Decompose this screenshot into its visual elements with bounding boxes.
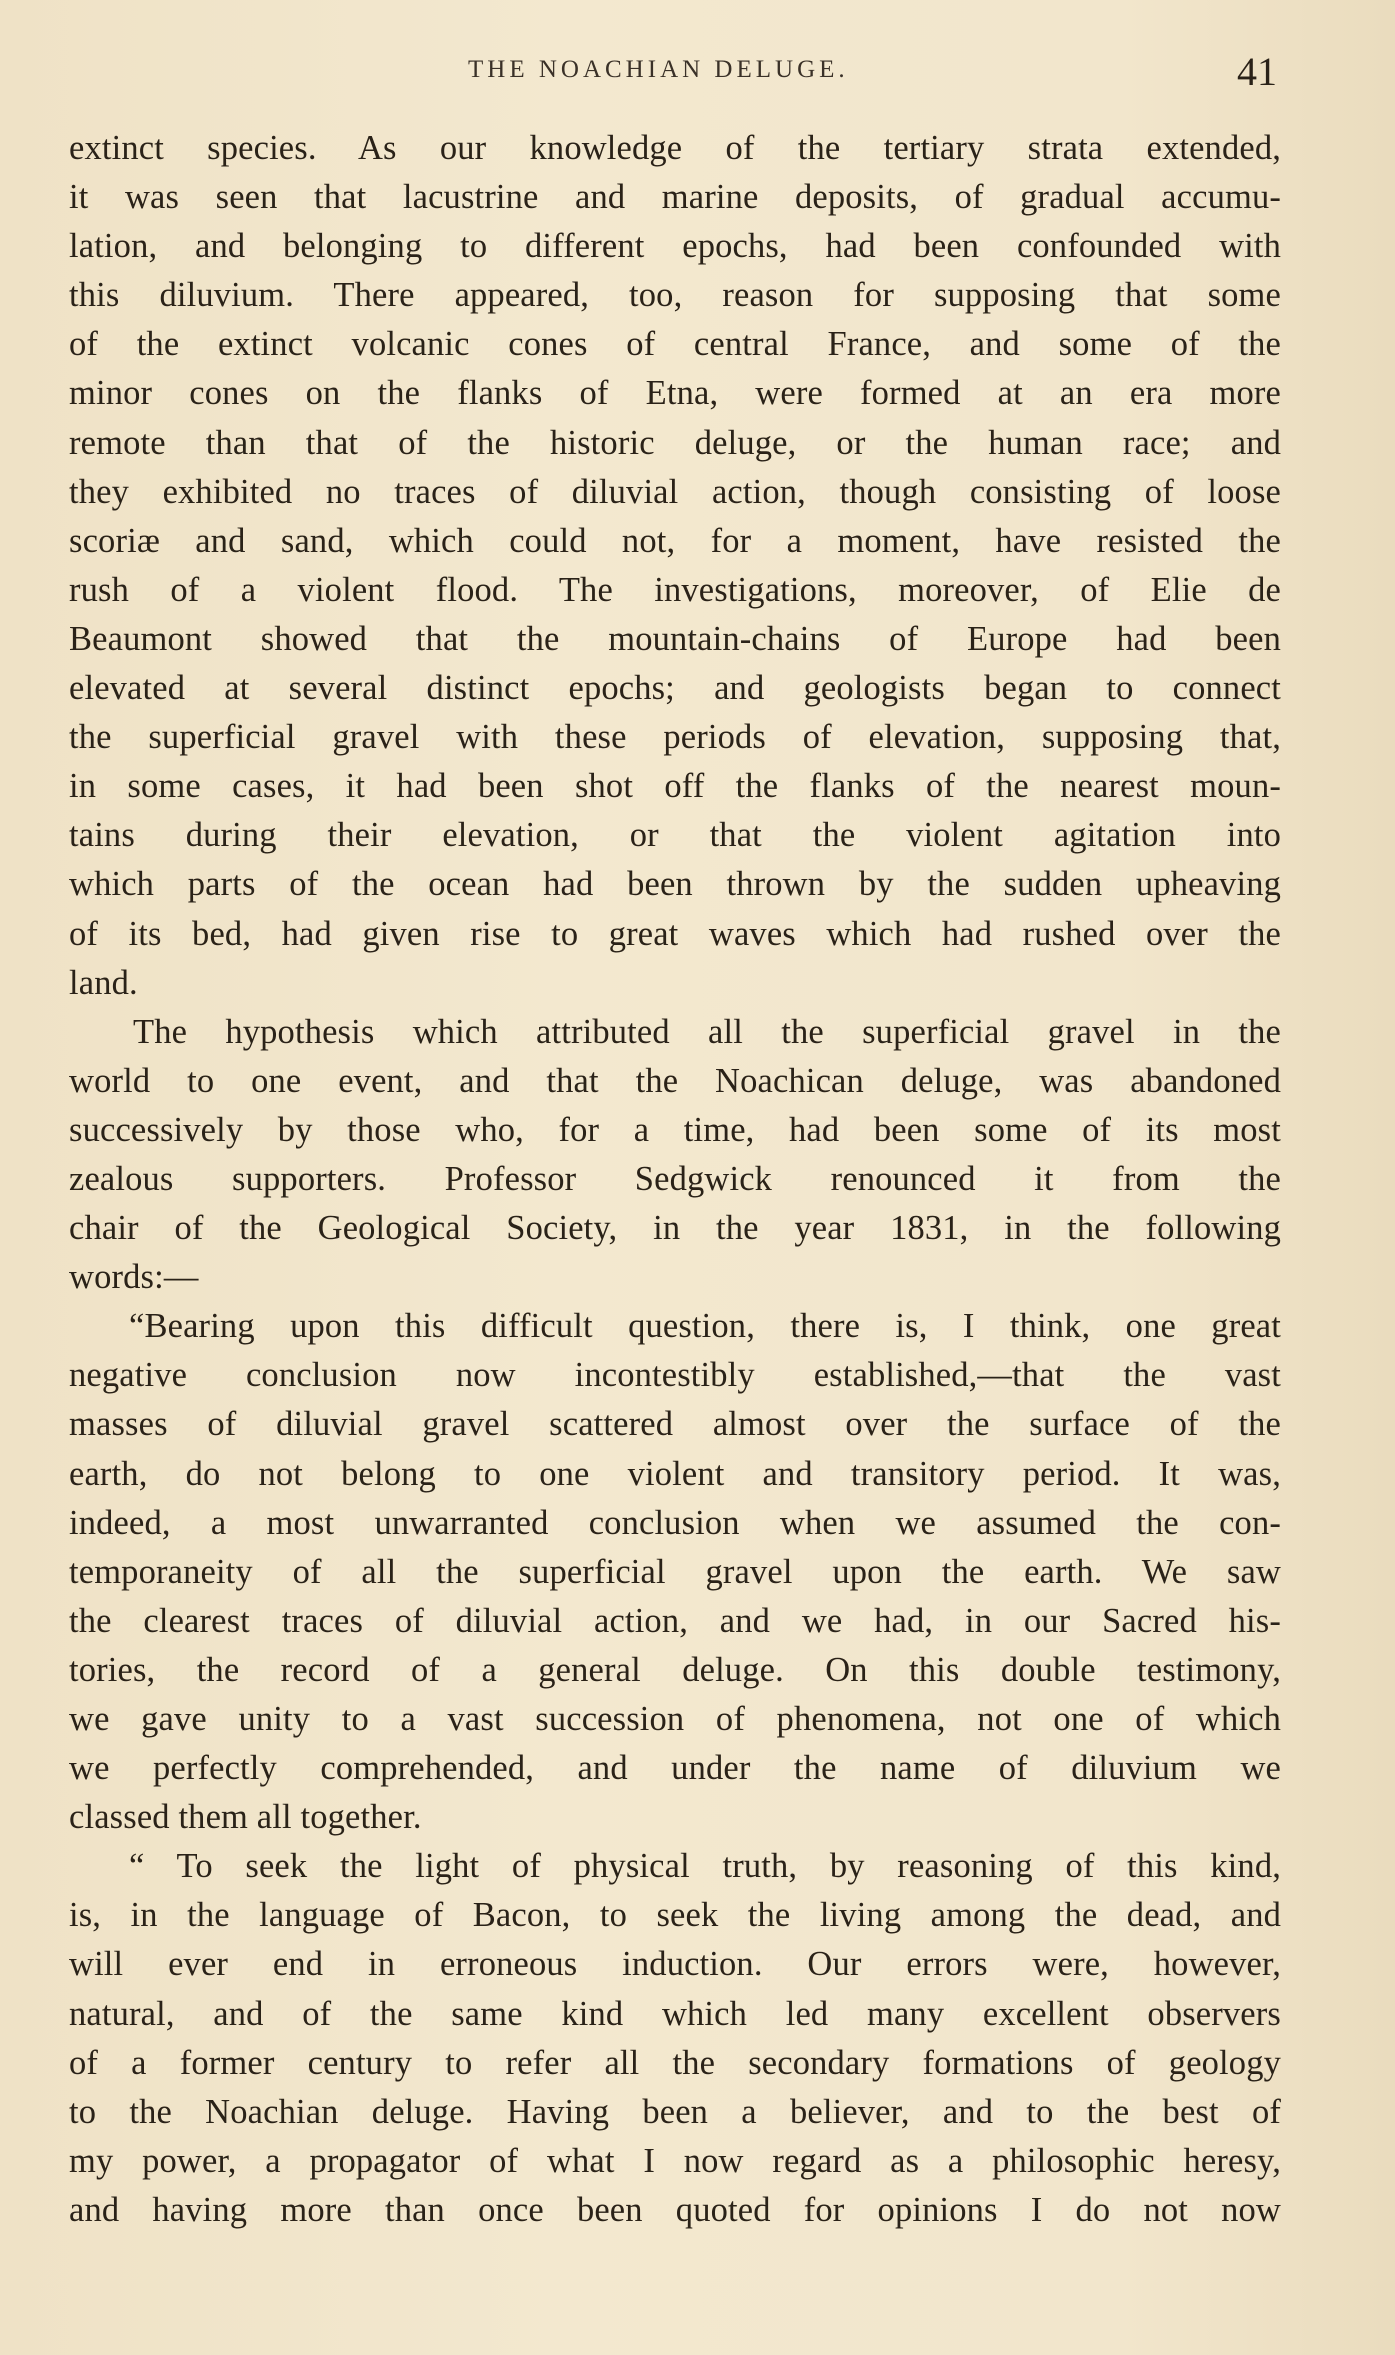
quote-line: natural, and of the same kind which led many excellent observers bbox=[69, 1994, 1281, 2033]
quote-line: classed them all together. bbox=[69, 1798, 422, 1837]
quote-line: masses of diluvial gravel scattered almost over the surface of the bbox=[69, 1405, 1281, 1444]
text-line: land. bbox=[69, 963, 138, 1002]
quote-line: to the Noachian deluge. Having been a believer, and to the best of bbox=[69, 2092, 1281, 2131]
text-line: lation, and belonging to different epochs, had been confounded with bbox=[69, 227, 1281, 266]
text-line: Beaumont showed that the mountain-chains of Europe had been bbox=[69, 619, 1281, 658]
quote-line: we gave unity to a vast succession of phenomena, not one of which bbox=[69, 1700, 1281, 1738]
text-line: elevated at several distinct epochs; and geologists began to connect bbox=[69, 669, 1281, 708]
text-line: extinct species. As our knowledge of the tertiary strata extended, bbox=[69, 129, 1281, 167]
text-line: this diluvium. There appeared, too, reason for supposing that some bbox=[69, 276, 1281, 315]
quote-line: negative conclusion now incontestibly established,—that the vast bbox=[69, 1356, 1281, 1395]
quote-line: the clearest traces of diluvial action, and we had, in our Sacred his- bbox=[69, 1601, 1281, 1640]
quote-line: and having more than once been quoted for opinions I do not now bbox=[69, 2190, 1281, 2229]
quote-line: of a former century to refer all the secondary formations of geology bbox=[69, 2043, 1281, 2082]
text-line: of the extinct volcanic cones of central France, and some of the bbox=[69, 325, 1281, 364]
text-line: words:— bbox=[69, 1258, 199, 1297]
quote-line: “Bearing upon this difficult question, there is, I think, one great bbox=[129, 1307, 1281, 1346]
quote-line: we perfectly comprehended, and under the name of diluvium we bbox=[69, 1749, 1281, 1788]
body-text bbox=[69, 124, 1281, 2235]
text-line: in some cases, it had been shot off the flanks of the nearest moun- bbox=[69, 767, 1281, 806]
text-line: remote than that of the historic deluge, or the human race; and bbox=[69, 423, 1281, 462]
text-line: the superficial gravel with these periods of elevation, supposing that, bbox=[69, 718, 1281, 757]
quote-line: tories, the record of a general deluge. On this double testimony, bbox=[69, 1650, 1281, 1689]
quote-line: indeed, a most unwarranted conclusion when we assumed the con- bbox=[69, 1503, 1281, 1542]
quote-line: is, in the language of Bacon, to seek the living among the dead, and bbox=[69, 1896, 1281, 1935]
quote-line: my power, a propagator of what I now regard as a philosophic heresy, bbox=[69, 2141, 1281, 2180]
text-line: of its bed, had given rise to great waves which had rushed over the bbox=[69, 914, 1281, 953]
text-line: minor cones on the flanks of Etna, were formed at an era more bbox=[69, 374, 1281, 413]
quote-line: will ever end in erroneous induction. Our errors were, however, bbox=[69, 1945, 1281, 1984]
text-line: successively by those who, for a time, had been some of its most bbox=[69, 1110, 1281, 1149]
text-line: which parts of the ocean had been thrown by the sudden upheaving bbox=[69, 865, 1281, 904]
text-line: it was seen that lacustrine and marine deposits, of gradual accumu- bbox=[69, 178, 1281, 217]
running-head bbox=[0, 49, 1395, 102]
quote-line: temporaneity of all the superficial gravel upon the earth. We saw bbox=[69, 1552, 1281, 1591]
text-line: tains during their elevation, or that the violent agitation into bbox=[69, 816, 1281, 855]
text-line: world to one event, and that the Noachican deluge, was abandoned bbox=[69, 1061, 1281, 1100]
text-line: zealous supporters. Professor Sedgwick renounced it from the bbox=[69, 1159, 1281, 1198]
text-line: they exhibited no traces of diluvial action, though consisting of loose bbox=[69, 472, 1281, 511]
quote-line: “ To seek the light of physical truth, by reasoning of this kind, bbox=[129, 1847, 1281, 1886]
text-line: rush of a violent flood. The investigations, moreover, of Elie de bbox=[69, 570, 1281, 609]
page-number: 41 bbox=[1237, 49, 1277, 94]
text-line: The hypothesis which attributed all the superficial gravel in the bbox=[133, 1012, 1281, 1051]
running-title: THE NOACHIAN DELUGE. bbox=[468, 56, 849, 83]
text-line: scoriæ and sand, which could not, for a moment, have resisted the bbox=[69, 521, 1281, 560]
text-line: chair of the Geological Society, in the year 1831, in the following bbox=[69, 1209, 1281, 1248]
quote-line: earth, do not belong to one violent and transitory period. It was, bbox=[69, 1454, 1281, 1493]
